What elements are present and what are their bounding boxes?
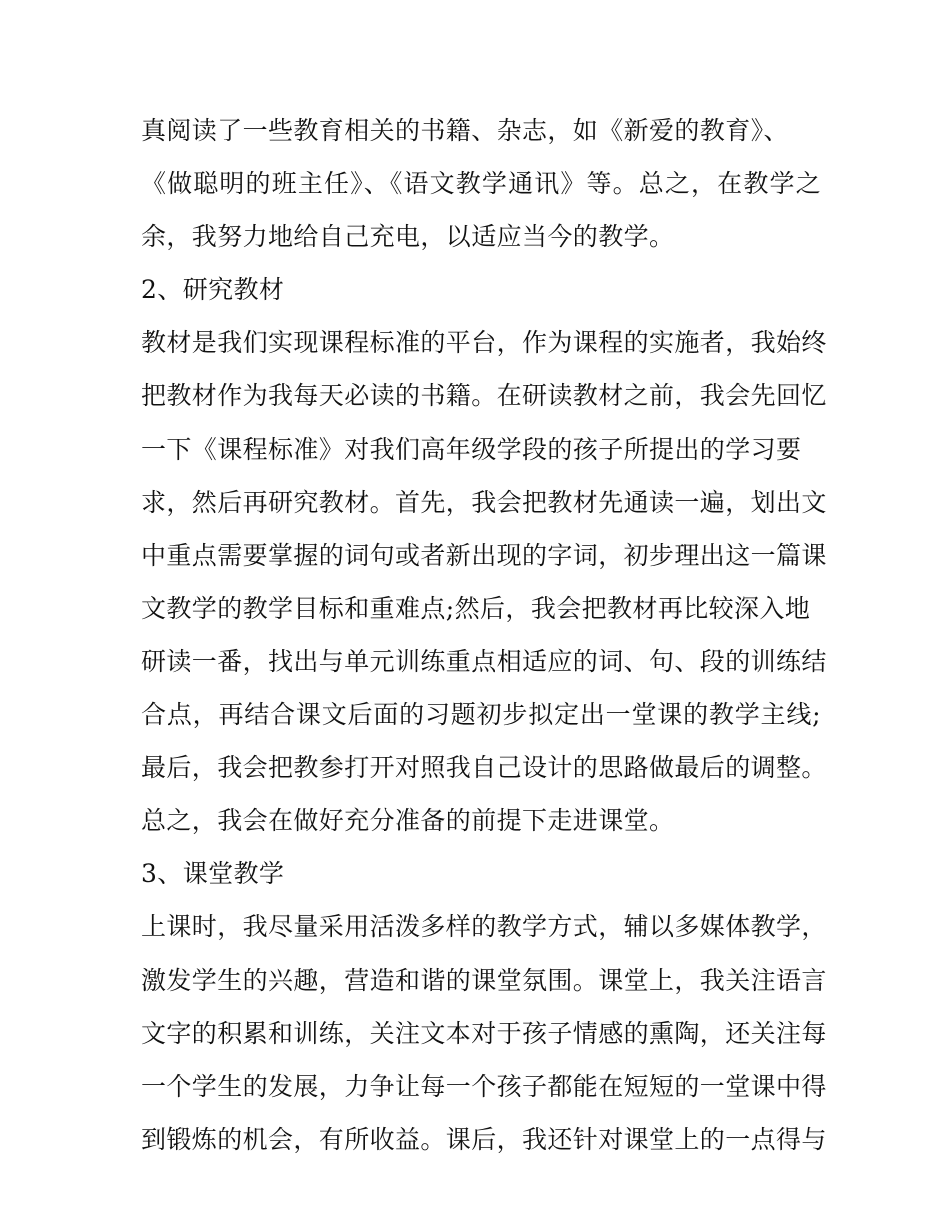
text-line: 上课时，我尽量采用活泼多样的教学方式，辅以多媒体教学，: [141, 912, 827, 942]
text-line: 《做聪明的班主任》、《语文教学通讯》等。总之，在教学之: [141, 169, 821, 199]
text-line: 文字的积累和训练，关注文本对于孩子情感的熏陶，还关注每: [141, 1018, 827, 1048]
text-line: 一下《课程标准》对我们高年级学段的孩子所提出的学习要: [141, 434, 802, 464]
text-line: 最后，我会把教参打开对照我自己设计的思路做最后的调整。: [141, 753, 827, 783]
text-line: 教材是我们实现课程标准的平台，作为课程的实施者，我始终: [141, 328, 827, 358]
text-line: 一个学生的发展，力争让每一个孩子都能在短短的一堂课中得: [141, 1071, 827, 1101]
text-line: 合点，再结合课文后面的习题初步拟定出一堂课的教学主线;: [141, 700, 821, 730]
text-line: 余，我努力地给自己充电，以适应当今的教学。: [141, 222, 675, 252]
text-line: 文教学的教学目标和重难点;然后，我会把教材再比较深入地: [141, 593, 811, 623]
text-line: 2、研究教材: [141, 275, 285, 305]
text-line: 中重点需要掌握的词句或者新出现的字词，初步理出这一篇课: [141, 540, 827, 570]
text-line: 总之，我会在做好充分准备的前提下走进课堂。: [141, 806, 675, 836]
text-line: 到锻炼的机会，有所收益。课后，我还针对课堂上的一点得与: [141, 1124, 827, 1154]
text-line: 激发学生的兴趣，营造和谐的课堂氛围。课堂上，我关注语言: [141, 965, 827, 995]
text-line: 研读一番，找出与单元训练重点相适应的词、句、段的训练结: [141, 646, 827, 676]
text-line: 求，然后再研究教材。首先，我会把教材先通读一遍，划出文: [141, 487, 827, 517]
text-line: 把教材作为我每天必读的书籍。在研读教材之前，我会先回忆: [141, 381, 827, 411]
text-line: 3、课堂教学: [141, 859, 285, 889]
document-body: [141, 104, 827, 1166]
text-line: 真阅读了一些教育相关的书籍、杂志，如《新爱的教育》、: [141, 116, 789, 145]
